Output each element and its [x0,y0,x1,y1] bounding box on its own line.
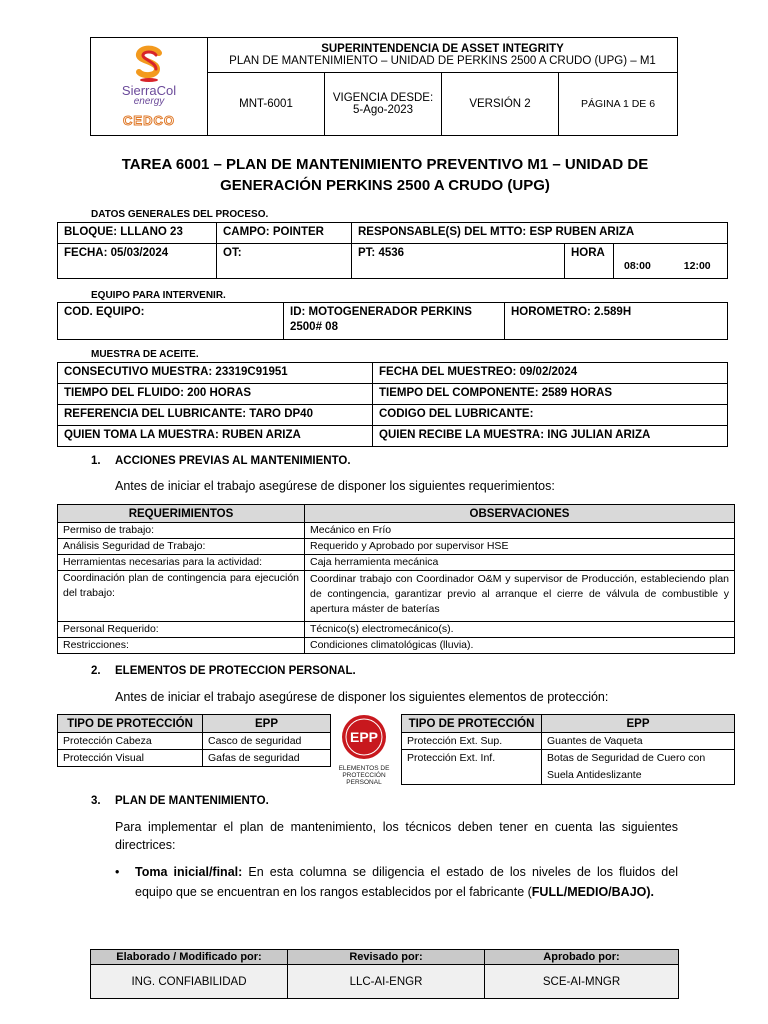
cod-equipo: COD. EQUIPO: [58,303,284,340]
document-version: VERSIÓN 2 [442,73,559,136]
revisado-label: Revisado por: [288,950,485,965]
req-cell: Personal Requerido: [58,622,305,638]
epp-badge-icon [341,714,387,760]
table-row [58,638,735,654]
epp-caption: ELEMENTOS DE PROTECCIÓN PERSONAL [338,765,390,786]
vigencia-label: VIGENCIA DESDE: [332,92,434,105]
tipo-cell: Protección Visual [58,750,203,767]
table-row [58,750,331,767]
table-row [58,571,735,622]
req-cell: Permiso de trabajo: [58,523,305,539]
req-cell: Herramientas necesarias para la actividad: [58,555,305,571]
bullet-bold: Toma inicial/final: [135,865,243,879]
vigencia-cell [325,73,442,136]
hora-inicio: 08:00 [624,260,651,272]
obs-col-header: OBSERVACIONES [305,505,735,523]
fecha-muestreo: FECHA DEL MUESTREO: 09/02/2024 [373,363,728,384]
tiempo-componente-value: 2589 HORAS [541,387,613,399]
table-row [58,733,331,750]
sierracol-logo-icon [129,45,169,83]
tiempo-componente [373,384,728,405]
fecha: FECHA: 05/03/2024 [58,244,217,279]
campo: CAMPO: POINTER [217,223,352,244]
epp-cell: Gafas de seguridad [203,750,331,767]
epp-cell: Botas de Seguridad de Cuero con Suela Antideslizante [542,750,735,785]
department-title: SUPERINTENDENCIA DE ASSET INTEGRITY [321,43,564,56]
section-1-number: 1. [91,455,101,467]
title-line-2: GENERACIÓN PERKINS 2500 A CRUDO (UPG) [220,177,550,194]
elaborado-value: ING. CONFIABILIDAD [91,965,288,999]
title-line-1: TAREA 6001 – PLAN DE MANTENIMIENTO PREVENTIVO M1 – UNIDAD DE [121,156,649,173]
section-3-heading [91,795,269,807]
muestra-label: MUESTRA DE ACEITE. [91,349,199,360]
muestra-table [57,362,728,447]
obs-cell: Mecánico en Frío [305,523,735,539]
section-1-title: ACCIONES PREVIAS AL MANTENIMIENTO. [115,455,351,467]
tiempo-componente-label: TIEMPO DEL COMPONENTE: [379,387,539,399]
table-row [58,555,735,571]
elaborado-label: Elaborado / Modificado por: [91,950,288,965]
section-3-intro: Para implementar el plan de mantenimiento, los técnicos deben tener en cuenta las siguientes directrices: [115,820,678,852]
approval-footer [90,949,679,999]
equipo-id [284,303,505,340]
bullet-body: En esta columna se diligencia el estado de los niveles de los fluidos del equipo que se encuentran en los rangos establecidos por el fabricante ( [135,865,678,899]
equipo-table [57,302,728,340]
section-2-intro: Antes de iniciar el trabajo asegúrese de disponer los siguientes elementos de protección: [115,690,609,704]
epp-cell: Guantes de Vaqueta [542,733,735,750]
bullet-text [135,862,678,902]
table-row [402,750,735,785]
hora-fin: 12:00 [683,260,711,272]
plan-title: PLAN DE MANTENIMIENTO – UNIDAD DE PERKINS 2500 A CRUDO (UPG) – M1 [229,55,656,68]
equipo-label: EQUIPO PARA INTERVENIR. [91,290,226,301]
bullet-bold-end: FULL/MEDIO/BAJO). [531,885,655,899]
consecutivo: CONSECUTIVO MUESTRA: 23319C91951 [58,363,373,384]
section-1-intro: Antes de iniciar el trabajo asegúrese de disponer los siguientes requerimientos: [115,479,555,493]
epp-col-header: EPP [203,715,331,733]
tipo-col-header: TIPO DE PROTECCIÓN [58,715,203,733]
tipo-cell: Protección Cabeza [58,733,203,750]
hora-values [614,244,728,279]
table-row [402,733,735,750]
equipo-id-line-2: 2500# 08 [290,321,338,333]
revisado-value: LLC-AI-ENGR [288,965,485,999]
requirements-table [57,504,735,654]
responsable: RESPONSABLE(S) DEL MTTO: ESP RUBEN ARIZA [352,223,728,244]
page-number: PÁGINA 1 DE 6 [559,73,678,136]
codigo-lubricante: CODIGO DEL LUBRICANTE: [373,405,728,426]
epp-table-left [57,714,331,767]
epp-logo [332,714,396,788]
quien-toma: QUIEN TOMA LA MUESTRA: RUBEN ARIZA [58,426,373,447]
tipo-cell: Protección Ext. Sup. [402,733,542,750]
header-title-cell [208,38,678,73]
logo-sub: energy [133,96,165,107]
epp-badge-text: EPP [349,729,379,745]
company-logo [91,38,208,136]
logo-brand: SierraCol [121,83,177,98]
aprobado-value: SCE-AI-MNGR [485,965,679,999]
document-header [90,37,678,136]
epp-table-right [401,714,735,785]
section-3-title: PLAN DE MANTENIMIENTO. [115,795,269,807]
req-cell: Restricciones: [58,638,305,654]
horometro: HOROMETRO: 2.589H [505,303,728,340]
table-row [58,622,735,638]
quien-recibe: QUIEN RECIBE LA MUESTRA: ING JULIAN ARIZA [373,426,728,447]
bloque: BLOQUE: LLLANO 23 [58,223,217,244]
tipo-col-header: TIPO DE PROTECCIÓN [402,715,542,733]
vigencia-date: 5-Ago-2023 [352,104,414,117]
table-row [58,523,735,539]
document-code: MNT-6001 [208,73,325,136]
tipo-cell: Protección Ext. Inf. [402,750,542,785]
aprobado-label: Aprobado por: [485,950,679,965]
req-cell: Análisis Seguridad de Trabajo: [58,539,305,555]
obs-cell: Caja herramienta mecánica [305,555,735,571]
section-2-heading [91,665,356,677]
logo-cedco: CEDCO [123,113,175,128]
obs-cell: Condiciones climatológicas (lluvia). [305,638,735,654]
hora-label: HORA [565,244,614,279]
table-row [58,539,735,555]
section-3-number: 3. [91,795,101,807]
section-2-number: 2. [91,665,101,677]
section-2-title: ELEMENTOS DE PROTECCION PERSONAL. [115,665,356,677]
obs-cell: Requerido y Aprobado por supervisor HSE [305,539,735,555]
epp-col-header: EPP [542,715,735,733]
epp-cell: Casco de seguridad [203,733,331,750]
page-title [60,154,710,196]
bullet-toma-inicial [115,862,678,902]
ot: OT: [217,244,352,279]
req-cell: Coordinación plan de contingencia para ejecución del trabajo: [58,571,305,622]
obs-cell: Coordinar trabajo con Coordinador O&M y supervisor de Producción, estableciendo plan de contingencia, garantizar previo al arranque el cierre de válvula de combustible y apertura máster de baterías [305,571,735,622]
referencia-lubricante: REFERENCIA DEL LUBRICANTE: TARO DP40 [58,405,373,426]
datos-table [57,222,728,279]
section-1-heading [91,455,351,467]
datos-label: DATOS GENERALES DEL PROCESO. [91,209,269,220]
equipo-id-line-1: ID: MOTOGENERADOR PERKINS [290,306,472,318]
req-col-header: REQUERIMIENTOS [58,505,305,523]
pt: PT: 4536 [352,244,565,279]
bullet-dot-icon: • [115,865,120,879]
tiempo-fluido: TIEMPO DEL FLUIDO: 200 HORAS [58,384,373,405]
obs-cell: Técnico(s) electromecánico(s). [305,622,735,638]
